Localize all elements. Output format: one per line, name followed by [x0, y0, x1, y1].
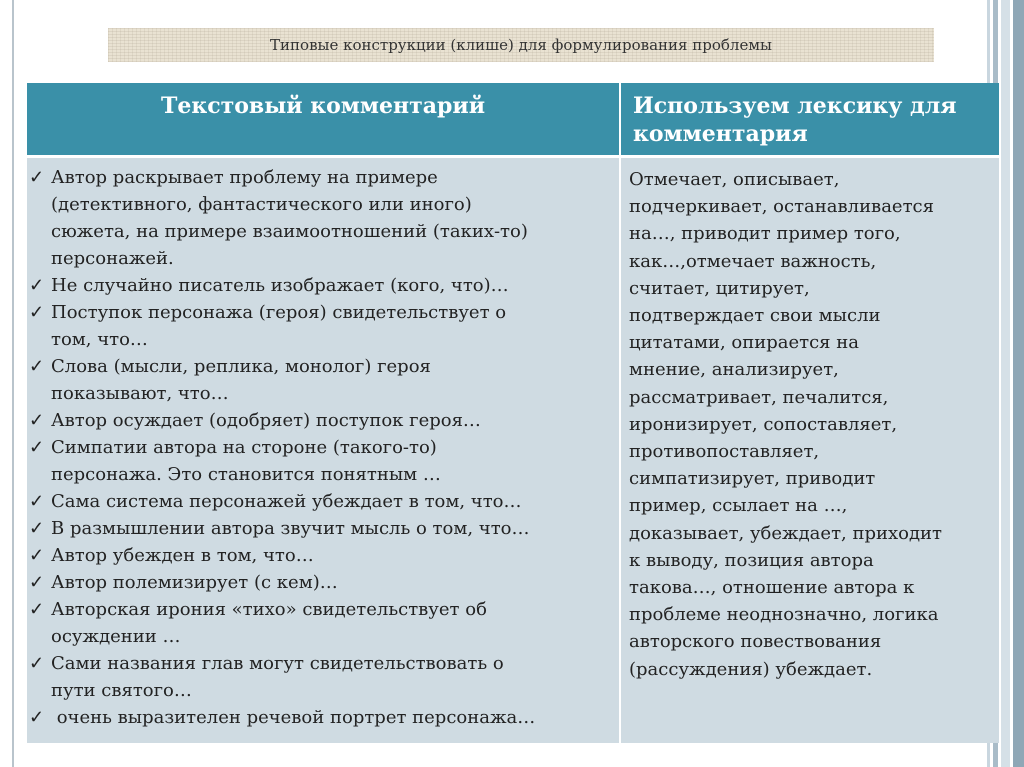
vocabulary-line: считает, цитирует,	[629, 277, 810, 299]
check-icon: ✓	[29, 302, 45, 323]
list-item	[29, 596, 617, 650]
list-item-line: очень выразителен речевой портрет персонажа…	[51, 707, 536, 728]
vocabulary-line: подчеркивает, останавливается	[629, 196, 934, 218]
list-item	[29, 299, 617, 353]
cliche-table	[27, 83, 999, 743]
vocabulary-line: такова…, отношение автора к	[629, 577, 915, 599]
header-vocabulary: Используем лексику для комментария	[633, 93, 957, 147]
list-item	[29, 542, 617, 569]
check-icon: ✓	[29, 707, 45, 728]
vocabulary-line: как…,отмечает важность,	[629, 250, 877, 272]
list-item	[29, 353, 617, 407]
list-item-line: Авторская ирония «тихо» свидетельствует об	[51, 599, 487, 620]
vocabulary-line: пример, ссылает на …,	[629, 495, 848, 517]
list-item-line: персонажей.	[51, 248, 174, 269]
vocabulary-line: симпатизирует, приводит	[629, 468, 876, 490]
vocabulary-line: мнение, анализирует,	[629, 359, 839, 381]
list-item-line: Сами названия глав могут свидетельствовать о	[51, 653, 504, 674]
check-icon: ✓	[29, 572, 45, 593]
list-item-line: Слова (мысли, реплика, монолог) героя	[51, 356, 431, 377]
list-item-line: Сама система персонажей убеждает в том, что…	[51, 491, 522, 512]
check-icon: ✓	[29, 410, 45, 431]
vocabulary-line: подтверждает свои мысли	[629, 305, 881, 327]
list-item-line: Автор раскрывает проблему на примере	[51, 167, 438, 188]
check-icon: ✓	[29, 653, 45, 674]
table-body	[27, 158, 999, 743]
check-icon: ✓	[29, 356, 45, 377]
table-header	[27, 83, 999, 158]
list-item-line: Не случайно писатель изображает (кого, что)…	[51, 275, 509, 296]
cliche-list	[27, 164, 617, 731]
list-item-line: Автор осуждает (одобряет) поступок героя…	[51, 410, 481, 431]
vocabulary-line: на…, приводит пример того,	[629, 223, 901, 245]
list-item	[29, 650, 617, 704]
check-icon: ✓	[29, 167, 45, 188]
list-item	[29, 407, 617, 434]
list-item	[29, 488, 617, 515]
check-icon: ✓	[29, 518, 45, 539]
vocabulary-line: Отмечает, описывает,	[629, 169, 840, 190]
list-item-line: Автор убежден в том, что…	[51, 545, 314, 566]
vocabulary-line: (рассуждения) убеждает.	[629, 658, 873, 680]
vocabulary-line: цитатами, опирается на	[629, 332, 859, 354]
slide-title: Типовые конструкции (клише) для формулирования проблемы	[270, 36, 772, 54]
check-icon: ✓	[29, 545, 45, 566]
list-item-line: пути святого…	[51, 680, 192, 701]
vocabulary-line: авторского повествования	[629, 631, 882, 653]
vocabulary-line: к выводу, позиция автора	[629, 549, 874, 571]
list-item-line: персонажа. Это становится понятным …	[51, 464, 441, 485]
check-icon: ✓	[29, 437, 45, 458]
title-bar	[108, 28, 934, 62]
list-item	[29, 164, 617, 272]
left-border-line	[12, 0, 14, 767]
list-item	[29, 434, 617, 488]
header-text-comment: Текстовый комментарий	[160, 93, 486, 119]
list-item-line: В размышлении автора звучит мысль о том, что…	[51, 518, 530, 539]
list-item-line: сюжета, на примере взаимоотношений (таких-то)	[51, 221, 528, 242]
check-icon: ✓	[29, 599, 45, 620]
check-icon: ✓	[29, 491, 45, 512]
list-item	[29, 515, 617, 542]
list-item-line: том, что…	[51, 329, 148, 350]
list-item-line: показывают, что…	[51, 383, 229, 404]
list-item-line: осуждении …	[51, 626, 181, 647]
vocabulary-line: иронизирует, сопоставляет,	[629, 413, 898, 435]
vocabulary-line: проблеме неоднозначно, логика	[629, 604, 939, 626]
list-item	[29, 704, 617, 731]
vocabulary-line: доказывает, убеждает, приходит	[629, 522, 943, 544]
vocabulary-line: противопоставляет,	[629, 441, 820, 463]
list-item-line: Симпатии автора на стороне (такого-то)	[51, 437, 437, 458]
list-item-line: Автор полемизирует (с кем)…	[51, 572, 338, 593]
vocabulary-text	[629, 166, 995, 683]
check-icon: ✓	[29, 275, 45, 296]
list-item-line: Поступок персонажа (героя) свидетельствует о	[51, 302, 507, 323]
list-item	[29, 569, 617, 596]
list-item-line: (детективного, фантастического или иного)	[51, 194, 472, 215]
vocabulary-line: рассматривает, печалится,	[629, 386, 889, 408]
list-item	[29, 272, 617, 299]
